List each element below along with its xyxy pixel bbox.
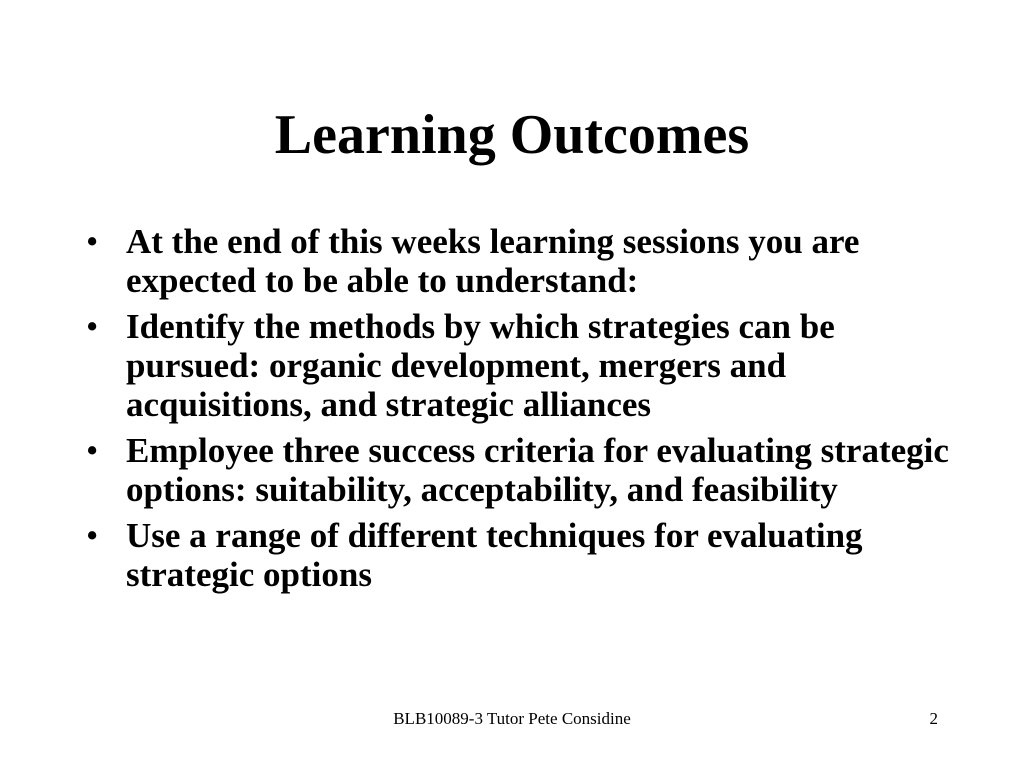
- bullet-dot-icon: •: [86, 307, 99, 346]
- bullet-item: [80, 222, 950, 300]
- bullet-dot-icon: •: [86, 516, 99, 555]
- bullet-item: [80, 516, 950, 594]
- bullet-text: Use a range of different techniques for evaluating strategic options: [126, 516, 863, 594]
- bullet-item: [80, 431, 950, 509]
- bullet-text: Employee three success criteria for evaluating strategic options: suitability, acceptability, and feasibility: [126, 431, 949, 509]
- bullet-list: [80, 222, 950, 601]
- bullet-text: At the end of this weeks learning sessions you are expected to be able to understand:: [126, 222, 860, 300]
- bullet-dot-icon: •: [86, 431, 99, 470]
- bullet-text: Identify the methods by which strategies can be pursued: organic development, mergers and acquisitions, and strategic alliances: [126, 307, 835, 424]
- page-number: 2: [929, 709, 938, 728]
- bullet-dot-icon: •: [86, 222, 99, 261]
- slide-title: Learning Outcomes: [274, 104, 750, 166]
- bullet-item: [80, 307, 950, 424]
- slide-footer: BLB10089-3 Tutor Pete Considine: [393, 709, 631, 728]
